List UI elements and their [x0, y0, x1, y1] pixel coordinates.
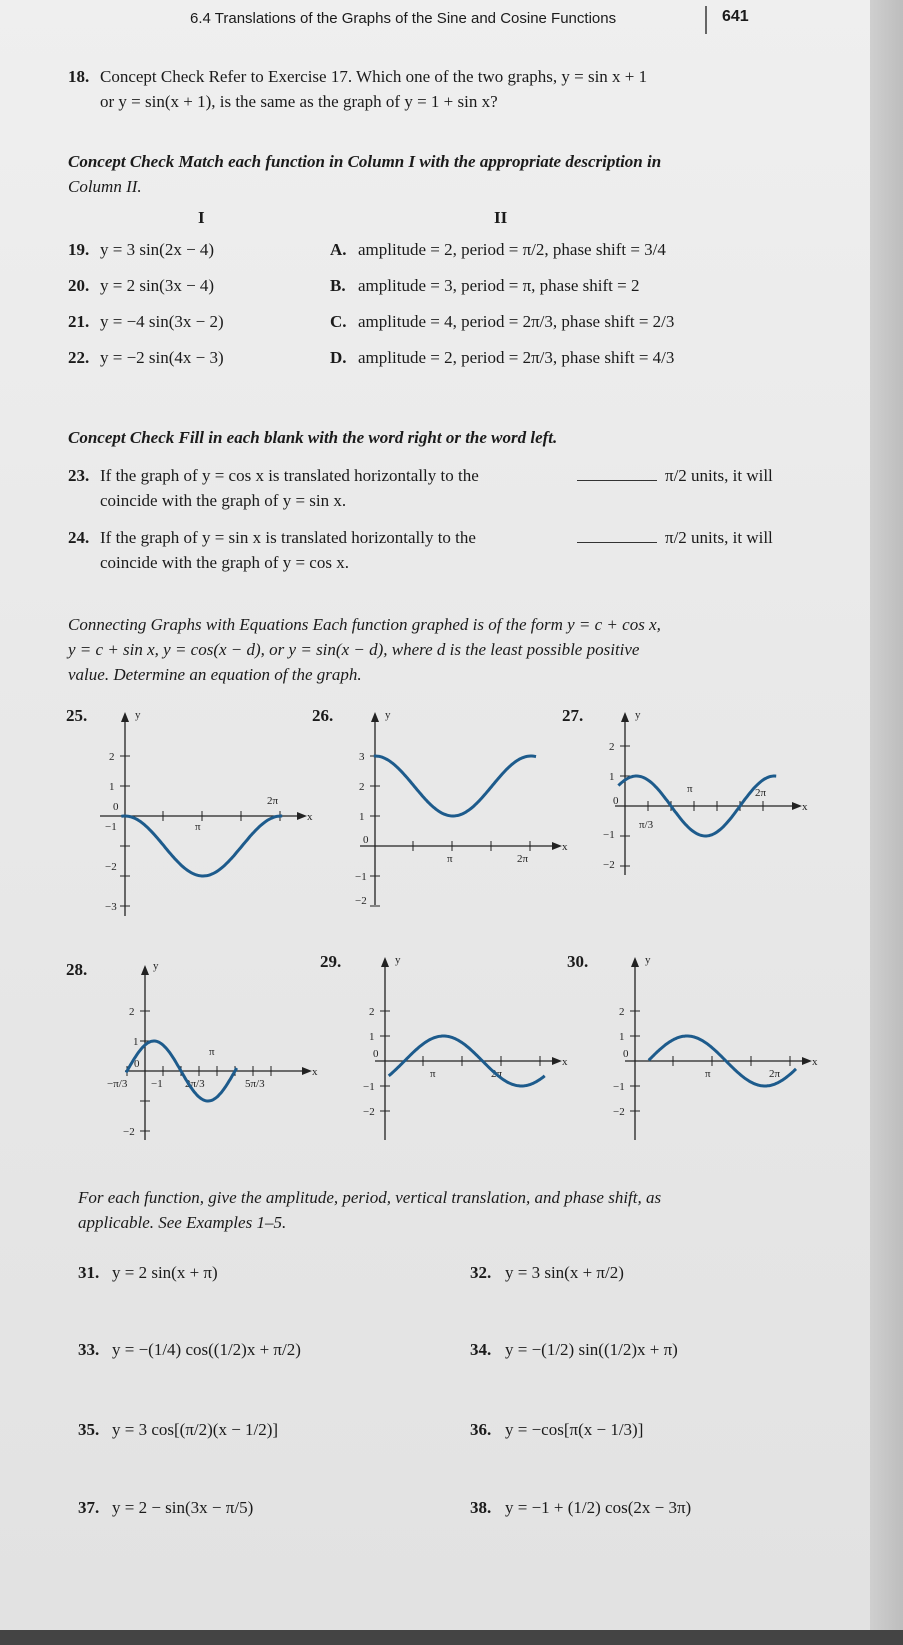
graph27-number: 27. [562, 706, 584, 725]
graph25-xlabel-pi: π [195, 821, 201, 833]
option-a-desc: amplitude = 2, period = π/2, phase shift = 3/4 [358, 240, 666, 259]
graph27-y-axis-label: y [635, 709, 641, 721]
graph29-y-axis-label: y [395, 954, 401, 966]
ex18-line2: or y = sin(x + 1), is the same as the graph of y = 1 + sin x? [100, 92, 498, 111]
ex32-number: 32. [470, 1263, 492, 1282]
graph25-ylabel-1: 1 [109, 781, 115, 793]
graph25-ylabel-neg3: −3 [105, 901, 117, 913]
amp-intro-line1: For each function, give the amplitude, period, vertical translation, and phase shift, as [78, 1188, 662, 1207]
graph28-ylabel-1: 1 [133, 1036, 139, 1048]
match-intro-line2: Column II. [68, 177, 142, 196]
connecting-line2: y = c + sin x, y = cos(x − d), or y = sin(x − d), where d is the least possible positive [68, 640, 640, 659]
ex24-line2: coincide with the graph of y = cos x. [100, 553, 349, 572]
header-divider [705, 6, 707, 34]
bottom-strip [0, 1630, 903, 1645]
graph26-ylabel-2: 2 [359, 781, 365, 793]
ex35-function: y = 3 cos[(π/2)(x − 1/2)] [112, 1420, 279, 1439]
match-intro-line1: Concept Check Match each function in Column I with the appropriate description in [68, 152, 662, 171]
running-header: 6.4 Translations of the Graphs of the Sine and Cosine Functions [190, 10, 617, 27]
option-b-letter: B. [330, 276, 346, 295]
graph27-ylabel-1: 1 [609, 771, 615, 783]
graph27-xlabel-pi: π [687, 783, 693, 795]
ex22-function: y = −2 sin(4x − 3) [100, 348, 224, 367]
graph26-number: 26. [312, 706, 334, 725]
ex24-number: 24. [68, 528, 90, 547]
ex19-function: y = 3 sin(2x − 4) [100, 240, 215, 259]
ex36-function: y = −cos[π(x − 1/3)] [505, 1420, 644, 1439]
graph27-ylabel-neg1: −1 [603, 829, 615, 841]
graph25-x-axis-label: x [307, 811, 313, 823]
page-edge [870, 0, 903, 1645]
connecting-line3: value. Determine an equation of the graph. [68, 665, 362, 684]
ex32-function: y = 3 sin(x + π/2) [505, 1263, 624, 1282]
column-ii-heading: II [494, 208, 508, 227]
ex31-number: 31. [78, 1263, 100, 1282]
graph-30 [605, 945, 830, 1145]
graph30-ylabel-1: 1 [619, 1031, 625, 1043]
graph25-curve [121, 816, 282, 876]
ex18-line1: Concept Check Refer to Exercise 17. Which one of the two graphs, y = sin x + 1 [100, 67, 648, 86]
ex33-number: 33. [78, 1340, 100, 1359]
option-b-desc: amplitude = 3, period = π, phase shift = 2 [358, 276, 640, 295]
ex37-function: y = 2 − sin(3x − π/5) [112, 1498, 254, 1517]
graph27-ylabel-0: 0 [613, 795, 619, 807]
graph-28 [105, 955, 330, 1145]
ex38-function: y = −1 + (1/2) cos(2x − 3π) [505, 1498, 692, 1517]
graph27-x-axis-label: x [802, 801, 808, 813]
graph28-xlabel-5pi-over-3: 5π/3 [245, 1078, 265, 1090]
connecting-line1: Connecting Graphs with Equations Each function graphed is of the form y = c + cos x, [68, 615, 661, 634]
graph29-ylabel-1: 1 [369, 1031, 375, 1043]
page-number: 641 [722, 8, 749, 25]
graph29-ylabel-neg1: −1 [363, 1081, 375, 1093]
graph25-number: 25. [66, 706, 88, 725]
graph27-ylabel-neg2: −2 [603, 859, 615, 871]
graph28-ylabel-neg1: −1 [151, 1078, 163, 1090]
ex24-blank[interactable] [577, 528, 657, 548]
graph26-ylabel-neg2: −2 [355, 895, 367, 907]
option-c-letter: C. [330, 312, 347, 331]
ex31-function: y = 2 sin(x + π) [112, 1263, 218, 1282]
graph-26 [345, 700, 575, 910]
ex33-function: y = −(1/4) cos((1/2)x + π/2) [112, 1340, 301, 1359]
graph30-ylabel-neg2: −2 [613, 1106, 625, 1118]
ex20-number: 20. [68, 276, 90, 295]
graph28-ylabel-2: 2 [129, 1006, 135, 1018]
graph25-ylabel-2: 2 [109, 751, 115, 763]
graph25-xlabel-2pi: 2π [267, 795, 279, 807]
graph30-y-axis-label: y [645, 954, 651, 966]
graph25-ylabel-neg1: −1 [105, 821, 117, 833]
graph26-ylabel-1: 1 [359, 811, 365, 823]
ex18-number: 18. [68, 67, 90, 86]
graph29-x-axis-label: x [562, 1056, 568, 1068]
ex23-number: 23. [68, 466, 90, 485]
graph25-y-axis-label: y [135, 709, 141, 721]
graph28-xlabel-pi: π [209, 1046, 215, 1058]
graph30-xlabel-2pi: 2π [769, 1068, 781, 1080]
graph28-xlabel-2pi-over-3: 2π/3 [185, 1078, 205, 1090]
column-i-heading: I [198, 208, 205, 227]
graph27-ylabel-2: 2 [609, 741, 615, 753]
graph28-ylabel-neg2: −2 [123, 1126, 135, 1138]
ex22-number: 22. [68, 348, 90, 367]
graph25-ylabel-0: 0 [113, 801, 119, 813]
ex20-function: y = 2 sin(3x − 4) [100, 276, 215, 295]
graph26-xlabel-pi: π [447, 853, 453, 865]
graph26-x-axis-label: x [562, 841, 568, 853]
graph-25 [95, 700, 325, 920]
option-d-letter: D. [330, 348, 347, 367]
graph30-number: 30. [567, 952, 589, 971]
graph26-y-axis-label: y [385, 709, 391, 721]
ex23-text: If the graph of y = cos x is translated horizontally to the [100, 466, 479, 485]
fill-intro: Concept Check Fill in each blank with the word right or the word left. [68, 428, 558, 447]
graph-29 [355, 945, 580, 1145]
ex37-number: 37. [78, 1498, 100, 1517]
ex23-blank[interactable] [577, 466, 657, 486]
ex38-number: 38. [470, 1498, 492, 1517]
graph28-xlabel-neg-pi-over-3: −π/3 [107, 1078, 128, 1090]
ex36-number: 36. [470, 1420, 492, 1439]
graph26-xlabel-2pi: 2π [517, 853, 529, 865]
graph28-ylabel-0: 0 [134, 1058, 140, 1070]
ex24-tail: π/2 units, it will [665, 528, 773, 547]
ex23-tail: π/2 units, it will [665, 466, 773, 485]
graph28-y-axis-label: y [153, 960, 159, 972]
graph30-ylabel-0: 0 [623, 1048, 629, 1060]
option-a-letter: A. [330, 240, 347, 259]
graph27-xlabel-pi-over-3: π/3 [639, 819, 654, 831]
graph30-ylabel-2: 2 [619, 1006, 625, 1018]
graph27-xlabel-2pi: 2π [755, 787, 767, 799]
ex23-line2: coincide with the graph of y = sin x. [100, 491, 347, 510]
ex34-number: 34. [470, 1340, 492, 1359]
graph26-curve [374, 756, 536, 816]
ex34-function: y = −(1/2) sin((1/2)x + π) [505, 1340, 678, 1359]
graph26-ylabel-neg1: −1 [355, 871, 367, 883]
graph30-x-axis-label: x [812, 1056, 818, 1068]
amp-intro-line2: applicable. See Examples 1–5. [78, 1213, 287, 1232]
graph30-ylabel-neg1: −1 [613, 1081, 625, 1093]
graph29-xlabel-pi: π [430, 1068, 436, 1080]
graph29-ylabel-0: 0 [373, 1048, 379, 1060]
graph25-ylabel-neg2: −2 [105, 861, 117, 873]
graph29-ylabel-2: 2 [369, 1006, 375, 1018]
ex35-number: 35. [78, 1420, 100, 1439]
graph29-xlabel-2pi: 2π [491, 1068, 503, 1080]
graph29-number: 29. [320, 952, 342, 971]
graph26-ylabel-0: 0 [363, 834, 369, 846]
graph28-number: 28. [66, 960, 88, 979]
option-c-desc: amplitude = 4, period = 2π/3, phase shift = 2/3 [358, 312, 675, 331]
graph28-x-axis-label: x [312, 1066, 318, 1078]
graph26-ylabel-3: 3 [359, 751, 365, 763]
ex21-function: y = −4 sin(3x − 2) [100, 312, 224, 331]
graph-27 [595, 700, 820, 880]
option-d-desc: amplitude = 2, period = 2π/3, phase shift = 4/3 [358, 348, 675, 367]
graph29-ylabel-neg2: −2 [363, 1106, 375, 1118]
ex19-number: 19. [68, 240, 90, 259]
graph30-xlabel-pi: π [705, 1068, 711, 1080]
ex24-text: If the graph of y = sin x is translated horizontally to the [100, 528, 476, 547]
ex21-number: 21. [68, 312, 90, 331]
